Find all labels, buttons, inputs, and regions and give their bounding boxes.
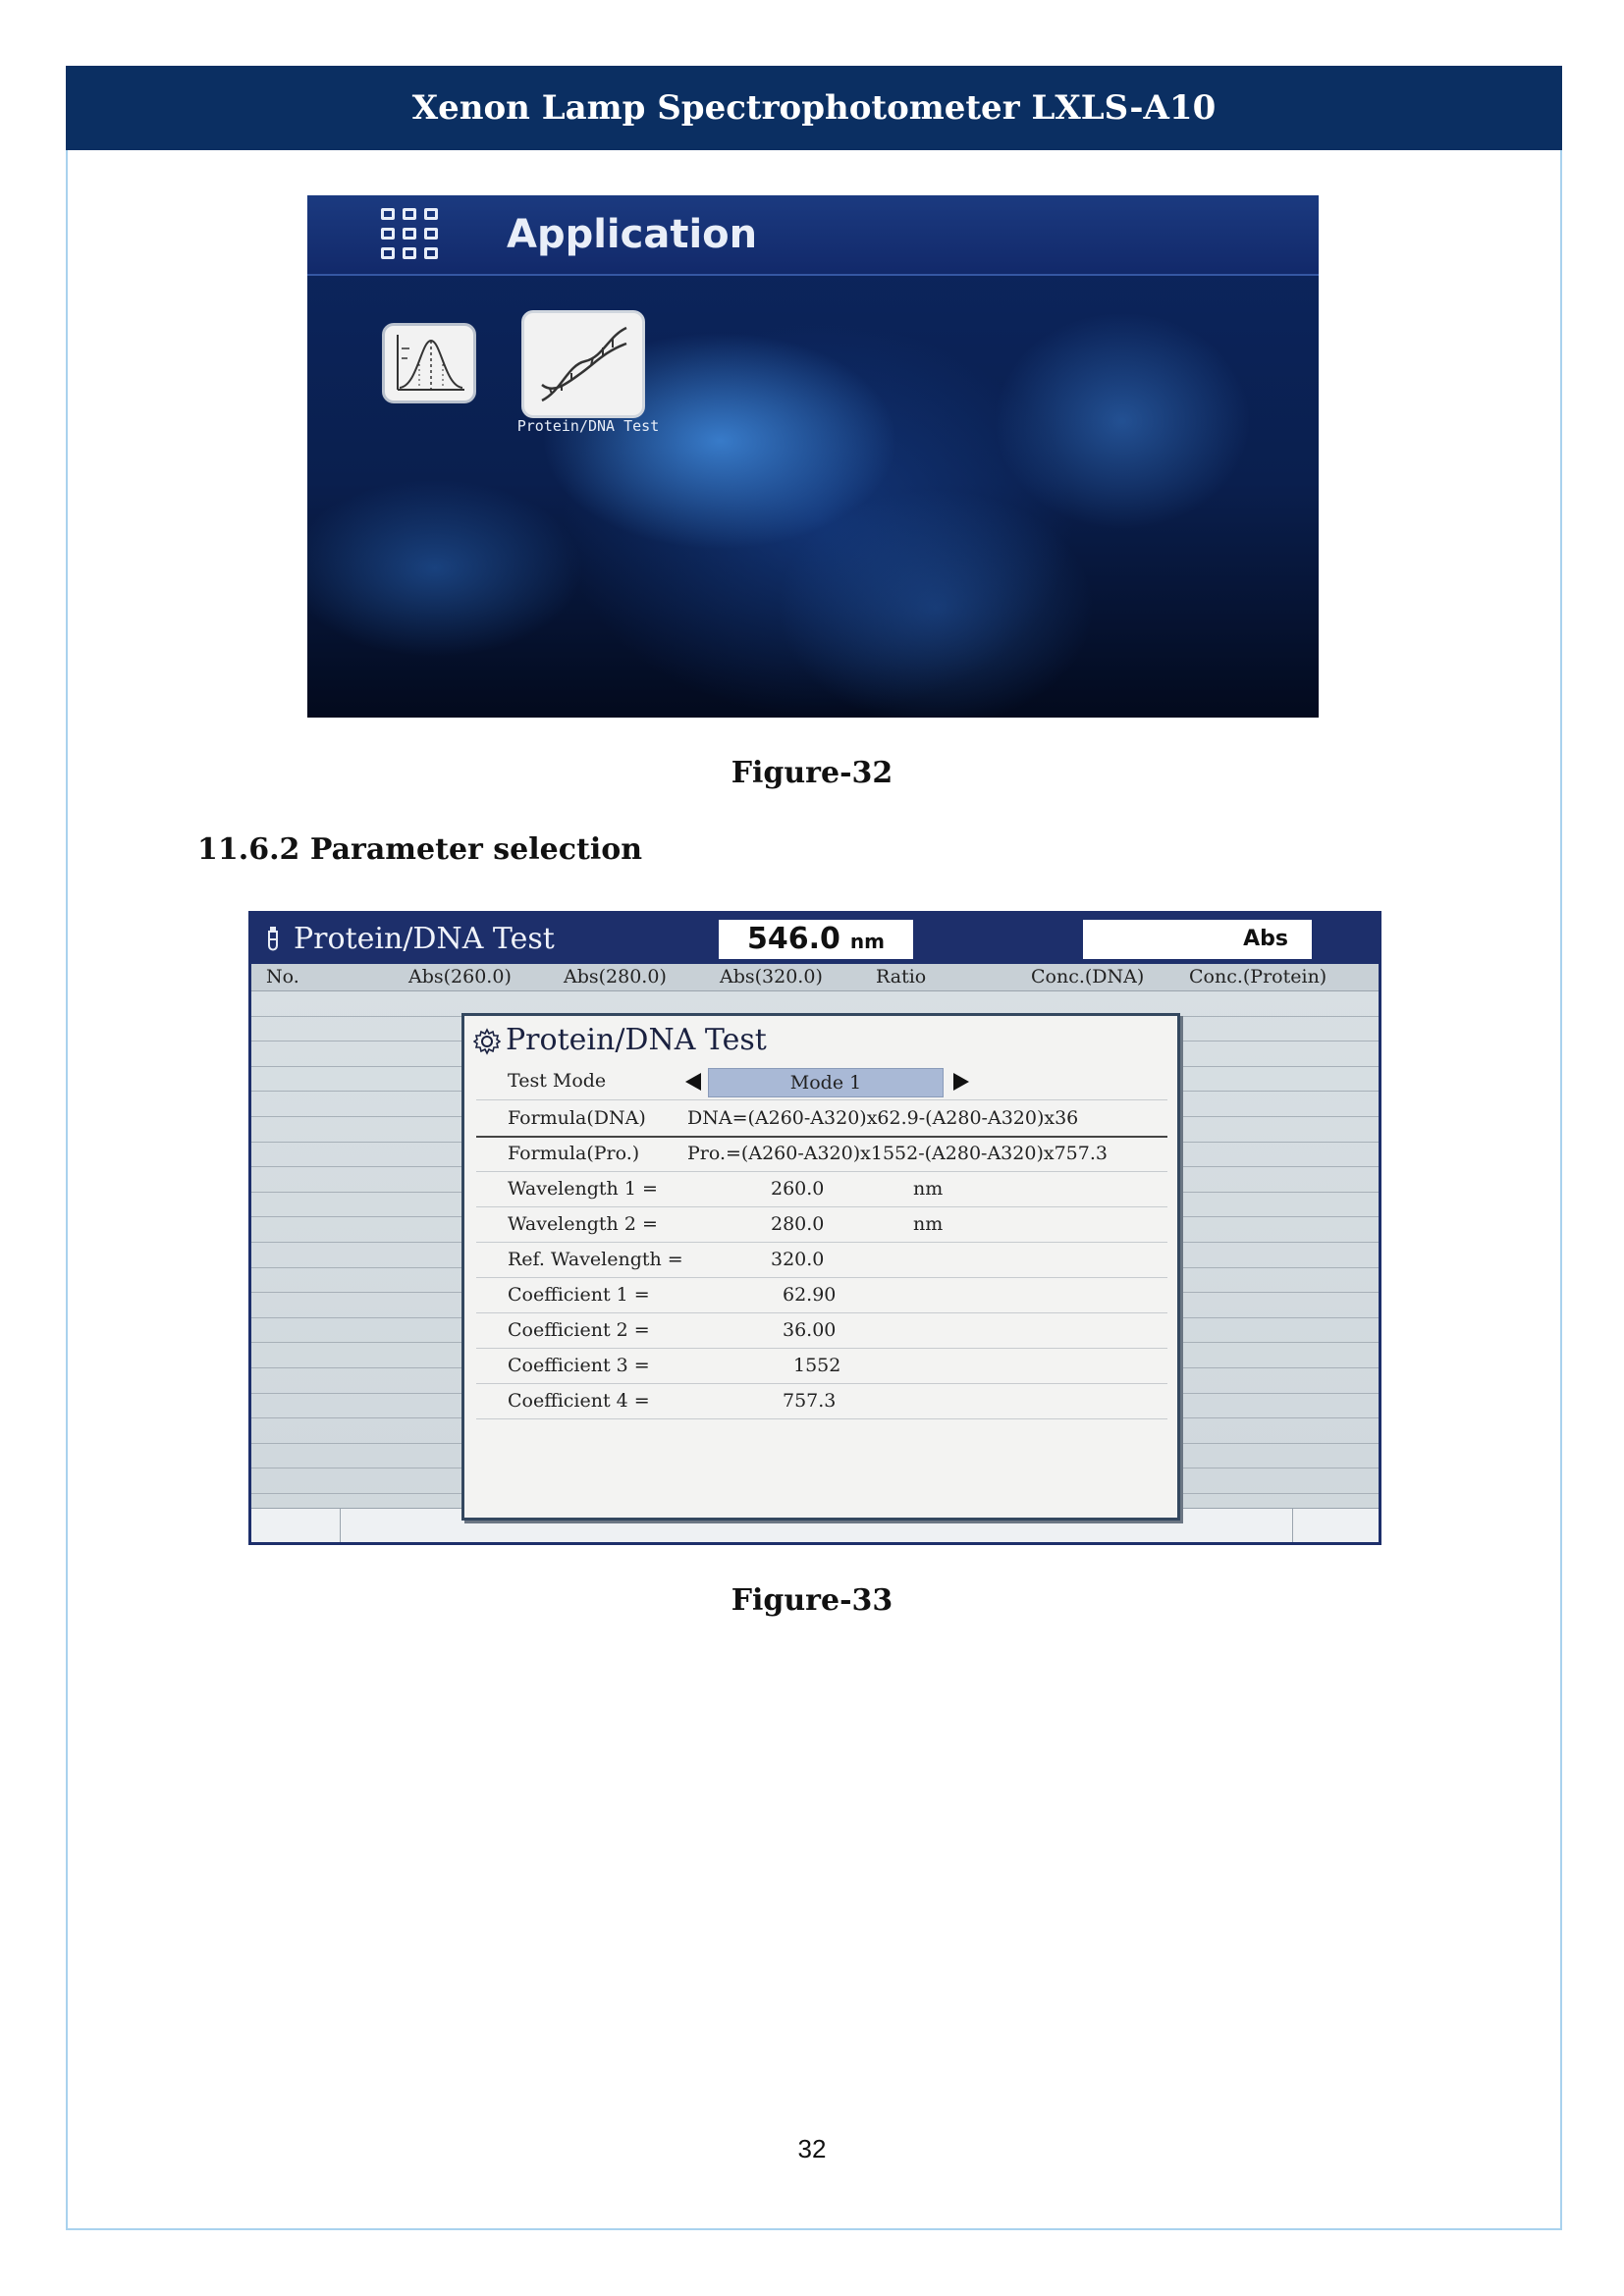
section-heading: 11.6.2 Parameter selection <box>197 832 643 867</box>
column-header: Abs(320.0) <box>720 966 823 988</box>
column-header: Abs(260.0) <box>408 966 512 988</box>
param-unit: nm <box>913 1178 944 1200</box>
page-number: 32 <box>797 2134 827 2163</box>
param-label: Wavelength 2 = <box>508 1213 658 1235</box>
protein-dna-tile-label[interactable]: Protein/DNA Test <box>516 417 660 435</box>
param-label: Coefficient 2 = <box>508 1319 650 1341</box>
dna-helix-icon <box>532 322 634 406</box>
bell-curve-chart-icon <box>390 331 468 396</box>
wavelength-unit: nm <box>849 930 885 953</box>
ref-wavelength-row[interactable] <box>476 1242 1167 1278</box>
figure-33-caption: Figure-33 <box>731 1583 893 1618</box>
app-grid-icon[interactable] <box>381 208 438 261</box>
param-value: 757.3 <box>783 1390 837 1412</box>
application-screen <box>307 195 1319 718</box>
table-header <box>251 964 1379 991</box>
formula-protein-row[interactable] <box>476 1136 1167 1172</box>
wavelength-2-row[interactable] <box>476 1206 1167 1243</box>
coefficient-1-row[interactable] <box>476 1277 1167 1313</box>
param-label: Formula(DNA) <box>508 1107 646 1129</box>
param-unit: nm <box>913 1213 944 1235</box>
document-title: Xenon Lamp Spectrophotometer LXLS-A10 <box>411 88 1217 128</box>
param-value: 260.0 <box>771 1178 825 1200</box>
arrow-right-icon[interactable] <box>953 1073 969 1091</box>
wavelength-display[interactable] <box>719 920 913 959</box>
param-label: Coefficient 3 = <box>508 1355 650 1376</box>
wavelength-1-row[interactable] <box>476 1171 1167 1207</box>
param-label: Wavelength 1 = <box>508 1178 658 1200</box>
param-label: Coefficient 1 = <box>508 1284 650 1306</box>
param-value: 320.0 <box>771 1249 825 1270</box>
parameter-dialog <box>461 1013 1180 1521</box>
protein-dna-app-tile[interactable] <box>521 310 645 418</box>
coefficient-3-row[interactable] <box>476 1348 1167 1384</box>
app-title-bar <box>307 195 1319 276</box>
test-mode-select[interactable]: Mode 1 <box>708 1068 944 1097</box>
dialog-title: Protein/DNA Test <box>506 1023 767 1057</box>
param-value: 62.90 <box>783 1284 837 1306</box>
screen-title-bar <box>251 914 1379 964</box>
wavelength-value: 546.0 <box>747 922 840 956</box>
document-header <box>66 66 1562 150</box>
param-value: Pro.=(A260-A320)x1552-(A280-A320)x757.3 <box>687 1143 1108 1164</box>
param-label: Formula(Pro.) <box>508 1143 640 1164</box>
coefficient-2-row[interactable] <box>476 1312 1167 1349</box>
column-header: Conc.(Protein) <box>1189 966 1327 988</box>
measure-mode-display[interactable]: Abs <box>1083 920 1312 959</box>
coefficient-4-row[interactable] <box>476 1383 1167 1419</box>
test-tube-icon <box>265 926 281 953</box>
app-title: Application <box>507 212 758 257</box>
param-value: DNA=(A260-A320)x62.9-(A280-A320)x36 <box>687 1107 1079 1129</box>
param-label: Coefficient 4 = <box>508 1390 650 1412</box>
test-mode-label: Test Mode <box>508 1070 607 1092</box>
arrow-left-icon[interactable] <box>685 1073 701 1091</box>
column-header: Abs(280.0) <box>564 966 667 988</box>
test-mode-row <box>476 1063 1167 1100</box>
column-header: Ratio <box>876 966 927 988</box>
screen-title: Protein/DNA Test <box>294 922 555 956</box>
column-header: No. <box>266 966 299 988</box>
formula-dna-row[interactable] <box>476 1100 1167 1138</box>
gear-icon <box>473 1028 501 1055</box>
protein-dna-screen <box>248 911 1381 1545</box>
param-label: Ref. Wavelength = <box>508 1249 683 1270</box>
param-value: 36.00 <box>783 1319 837 1341</box>
param-value: 1552 <box>793 1355 841 1376</box>
figure-32-caption: Figure-32 <box>731 756 893 790</box>
param-value: 280.0 <box>771 1213 825 1235</box>
column-header: Conc.(DNA) <box>1031 966 1145 988</box>
spectrum-app-tile[interactable] <box>382 323 476 403</box>
